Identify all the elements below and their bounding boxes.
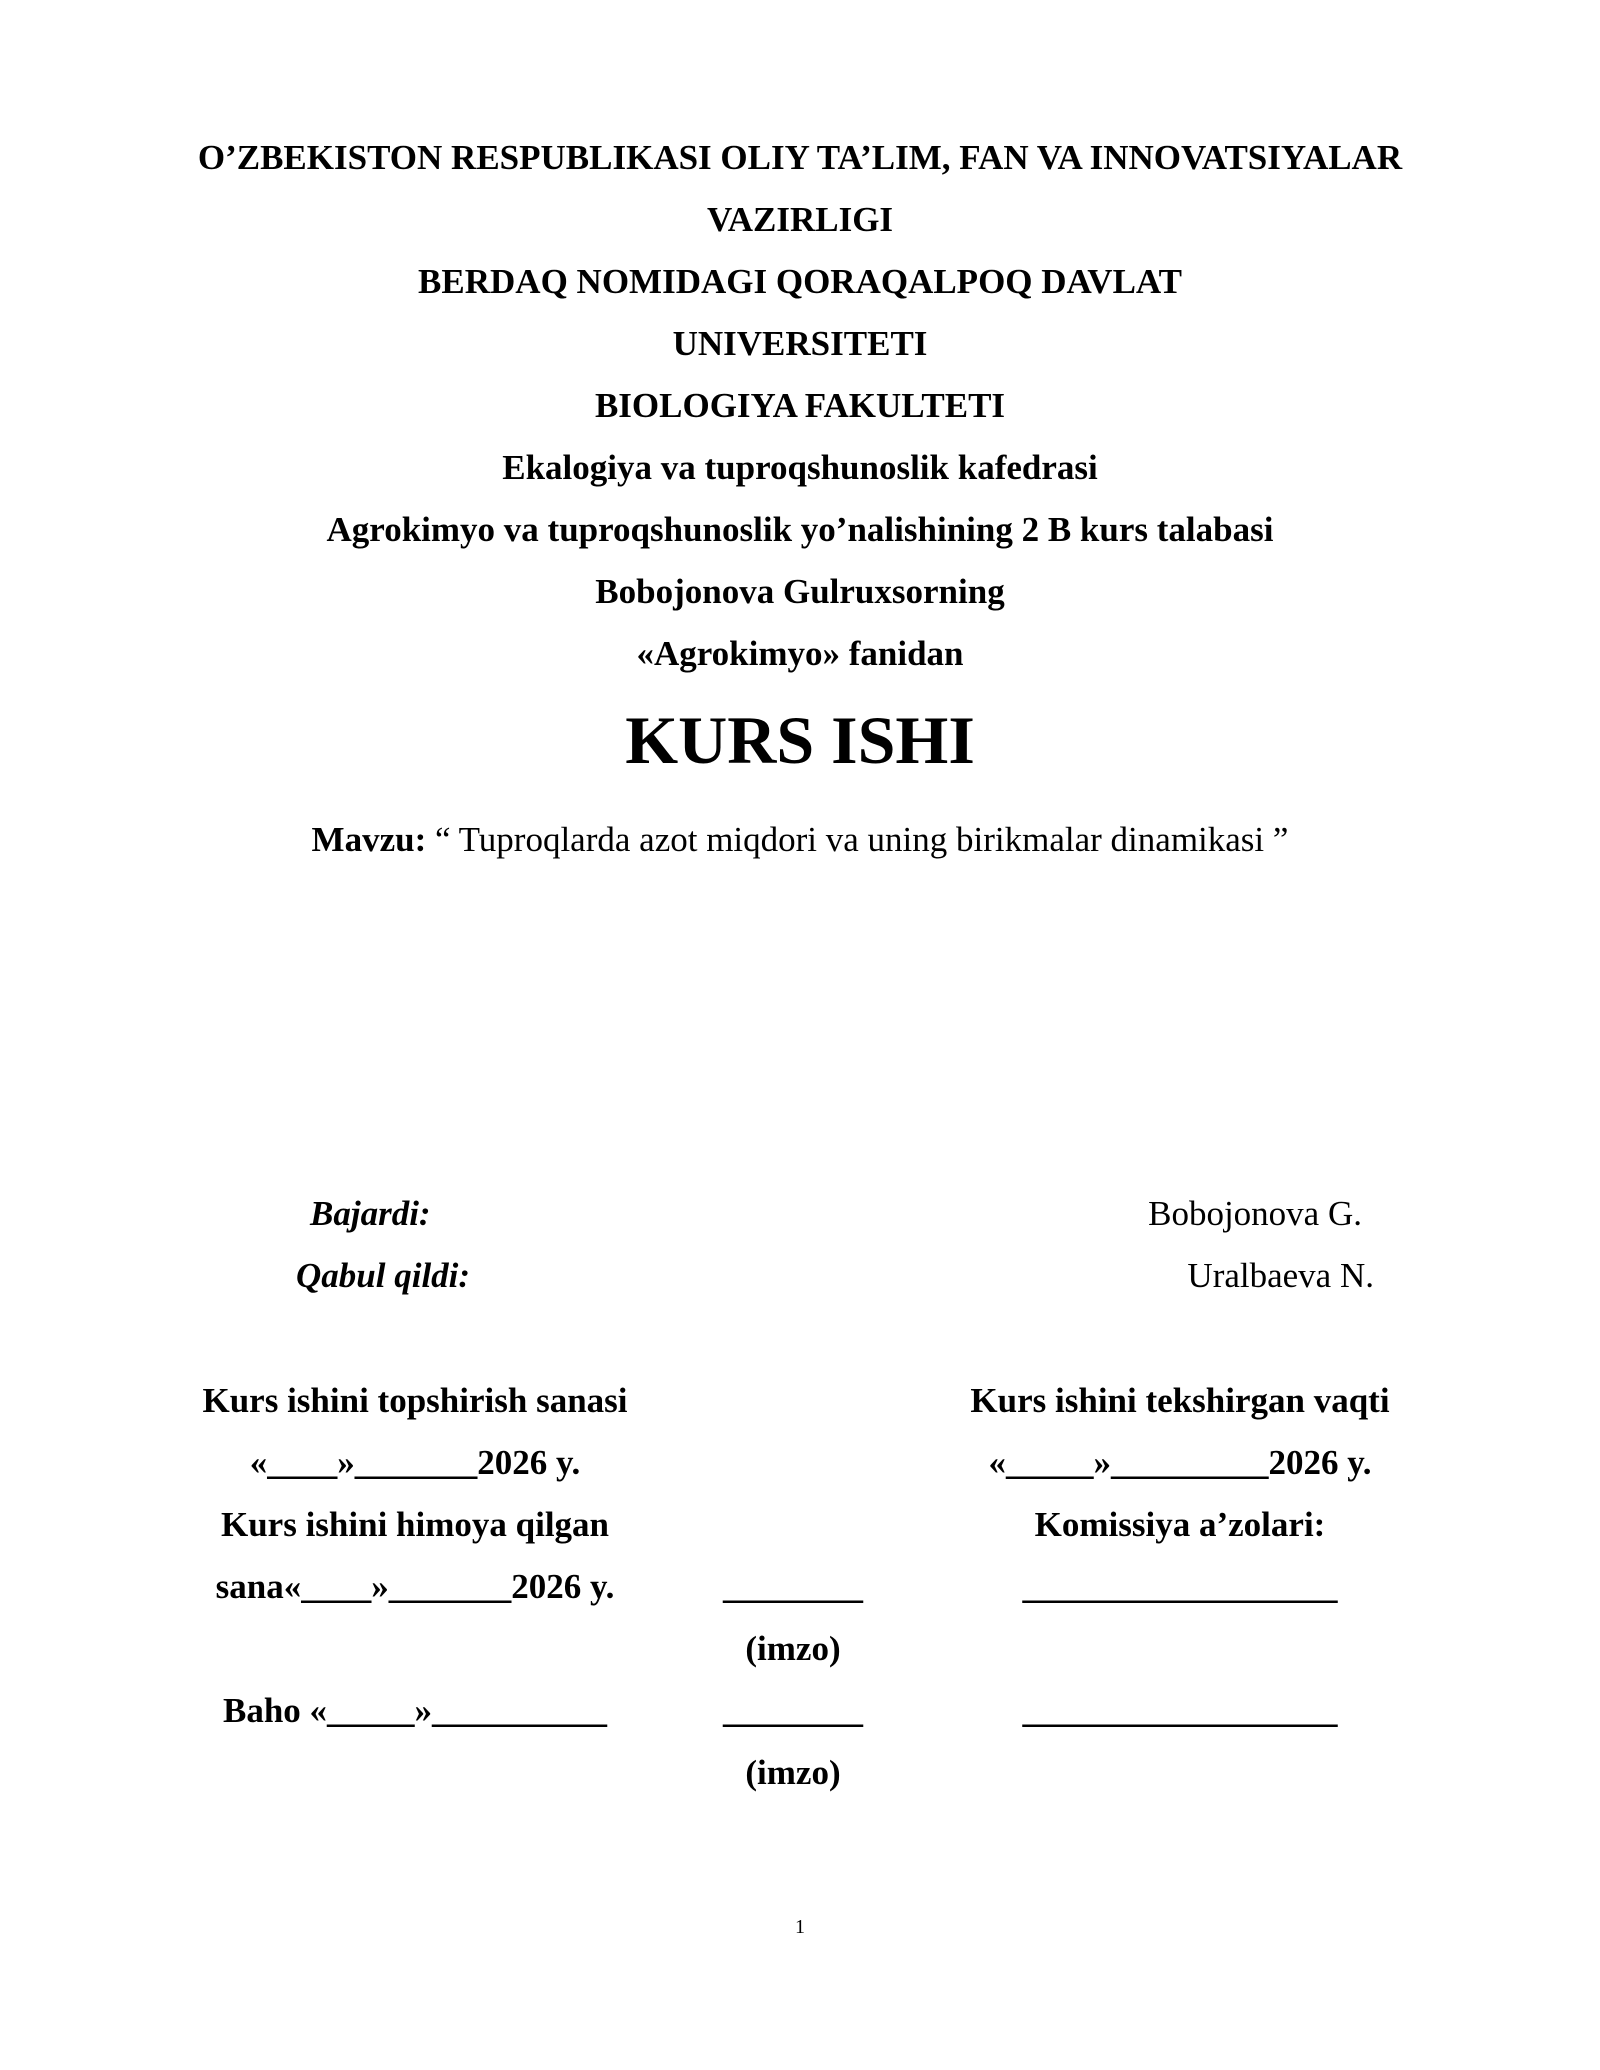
- accepted-name: Uralbaeva N.: [1187, 1256, 1374, 1295]
- accepted-label: Qabul qildi:: [296, 1256, 471, 1295]
- defended-date-value: sana«____»_______2026 y.: [215, 1567, 615, 1606]
- signature-caption-1: (imzo): [745, 1629, 841, 1668]
- signature-caption-2: (imzo): [745, 1753, 841, 1792]
- commission-line-1: __________________: [1022, 1567, 1338, 1606]
- grade-value: Baho «_____»__________: [222, 1691, 608, 1730]
- signature-line-1: ________: [723, 1567, 863, 1606]
- university-line-2: UNIVERSITETI: [672, 324, 928, 363]
- faculty-name: BIOLOGIYA FAKULTETI: [594, 386, 1006, 425]
- department-name: Ekalogiya va tuproqshunoslik kafedrasi: [502, 448, 1098, 487]
- performed-label: Bajardi:: [310, 1194, 431, 1233]
- student-program-line: Agrokimyo va tuproqshunoslik yo’nalishining 2 B kurs talabasi: [326, 510, 1274, 549]
- ministry-line-2: VAZIRLIGI: [706, 200, 894, 239]
- topic-line: [0, 818, 1600, 862]
- checked-time-value: «_____»_________2026 y.: [988, 1443, 1372, 1482]
- submit-date-label: Kurs ishini topshirish sanasi: [202, 1381, 628, 1420]
- university-line-1: BERDAQ NOMIDAGI QORAQALPOQ DAVLAT: [418, 262, 1182, 301]
- subject-line: «Agrokimyo» fanidan: [636, 634, 964, 673]
- page-number: 1: [795, 1916, 805, 1938]
- student-name: Bobojonova Gulruxsorning: [595, 572, 1005, 611]
- document-title: KURS ISHI: [625, 702, 975, 778]
- checked-time-label: Kurs ishini tekshirgan vaqti: [970, 1381, 1390, 1420]
- commission-line-2: __________________: [1022, 1691, 1338, 1730]
- ministry-line-1: O’ZBEKISTON RESPUBLIKASI OLIY TA’LIM, FAN VA INNOVATSIYALAR: [197, 138, 1403, 177]
- topic-text: “ Tuproqlarda azot miqdori va uning birikmalar dinamikasi ”: [426, 820, 1289, 859]
- signature-line-2: ________: [723, 1691, 863, 1730]
- submit-date-value: «____»_______2026 y.: [249, 1443, 581, 1482]
- performed-name: Bobojonova G.: [1148, 1194, 1362, 1233]
- defended-label: Kurs ishini himoya qilgan: [220, 1505, 610, 1544]
- commission-label: Komissiya a’zolari:: [1034, 1505, 1326, 1544]
- topic-label: Mavzu:: [311, 820, 427, 859]
